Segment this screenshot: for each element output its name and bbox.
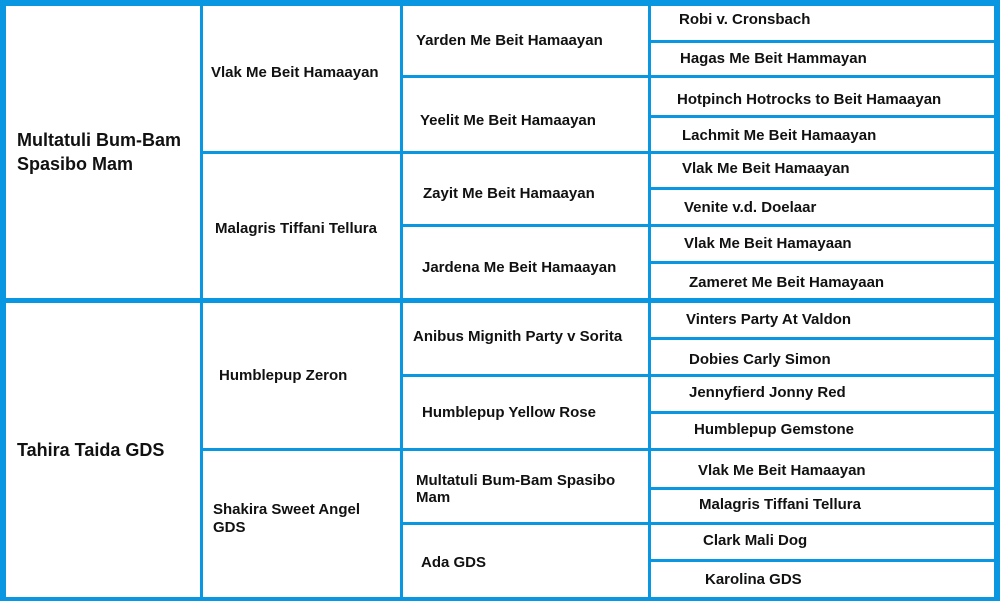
- gen3-name-3: Zayit Me Beit Hamaayan: [423, 185, 595, 202]
- gen4-name-7: Vlak Me Beit Hamayaan: [684, 235, 852, 252]
- gen2-dam-sire-cell: [203, 303, 400, 448]
- gen4-name-3: Hotpinch Hotrocks to Beit Hamaayan: [677, 90, 942, 108]
- gen2-dam-dam-name: Shakira Sweet Angel GDS: [213, 501, 360, 536]
- gen4-cell-11: [651, 377, 994, 411]
- gen4-cell-10: [651, 340, 994, 374]
- gen3-cell-3: [403, 154, 648, 224]
- gen3-name-1: Yarden Me Beit Hamaayan: [416, 31, 603, 49]
- gen3-cell-5: [403, 303, 648, 374]
- gen4-cell-6: [651, 190, 994, 224]
- gen4-cell-7: [651, 227, 994, 261]
- gen3-cell-4: [403, 227, 648, 298]
- gen1-dam-cell: [6, 303, 200, 597]
- gen4-name-16: Karolina GDS: [705, 570, 802, 588]
- gen3-name-6: Humblepup Yellow Rose: [422, 403, 596, 421]
- gen3-name-2: Yeelit Me Beit Hamaayan: [420, 111, 596, 129]
- gen1-dam-name: Tahira Taida GDS: [17, 440, 165, 460]
- gen4-cell-5: [651, 154, 994, 187]
- gen4-name-4: Lachmit Me Beit Hamaayan: [682, 127, 877, 144]
- gen4-name-10: Dobies Carly Simon: [689, 351, 831, 368]
- gen4-cell-8: [651, 264, 994, 298]
- gen1-sire-cell: [6, 6, 200, 298]
- gen4-name-5: Vlak Me Beit Hamaayan: [682, 160, 850, 177]
- gen2-sire-dam-cell: [203, 154, 400, 298]
- gen3-name-4: Jardena Me Beit Hamaayan: [422, 258, 617, 276]
- gen2-sire-sire-cell: [203, 6, 400, 151]
- gen4-name-9: Vinters Party At Valdon: [686, 311, 852, 328]
- gen4-cell-12: [651, 414, 994, 448]
- gen2-dam-sire-name: Humblepup Zeron: [219, 366, 348, 384]
- gen4-cell-16: [651, 562, 994, 597]
- gen4-name-12: Humblepup Gemstone: [694, 421, 855, 438]
- gen4-name-14: Malagris Tiffani Tellura: [699, 496, 861, 513]
- gen4-name-15: Clark Mali Dog: [703, 532, 808, 549]
- gen4-name-1: Robi v. Cronsbach: [679, 10, 811, 28]
- gen3-name-8: Ada GDS: [421, 554, 487, 571]
- gen4-name-13: Vlak Me Beit Hamaayan: [698, 462, 866, 479]
- gen4-cell-1: [651, 6, 994, 40]
- gen3-cell-1: [403, 6, 648, 75]
- gen1-sire-name: Multatuli Bum-Bam Spasibo Mam: [17, 130, 181, 174]
- gen2-sire-dam-name: Malagris Tiffani Tellura: [215, 220, 377, 237]
- gen4-cell-3: [651, 78, 994, 115]
- gen3-name-5: Anibus Mignith Party v Sorita: [413, 327, 623, 345]
- gen4-name-2: Hagas Me Beit Hammayan: [680, 50, 867, 67]
- gen2-sire-sire-name: Vlak Me Beit Hamaayan: [211, 63, 379, 81]
- gen3-cell-7: [403, 451, 648, 522]
- gen3-cell-6: [403, 377, 648, 448]
- gen3-cell-2: [403, 78, 648, 151]
- gen2-dam-dam-cell: [203, 451, 400, 597]
- gen4-name-6: Venite v.d. Doelaar: [684, 199, 817, 216]
- gen4-cell-2: [651, 43, 994, 75]
- gen4-cell-13: [651, 451, 994, 487]
- gen4-cell-15: [651, 525, 994, 559]
- gen4-cell-4: [651, 118, 994, 151]
- gen4-cell-9: [651, 303, 994, 337]
- gen3-name-7: Multatuli Bum-Bam Spasibo Mam: [416, 471, 616, 506]
- gen3-cell-8: [403, 525, 648, 597]
- gen4-cell-14: [651, 490, 994, 522]
- gen4-name-11: Jennyfierd Jonny Red: [689, 384, 846, 401]
- gen4-name-8: Zameret Me Beit Hamayaan: [689, 273, 885, 291]
